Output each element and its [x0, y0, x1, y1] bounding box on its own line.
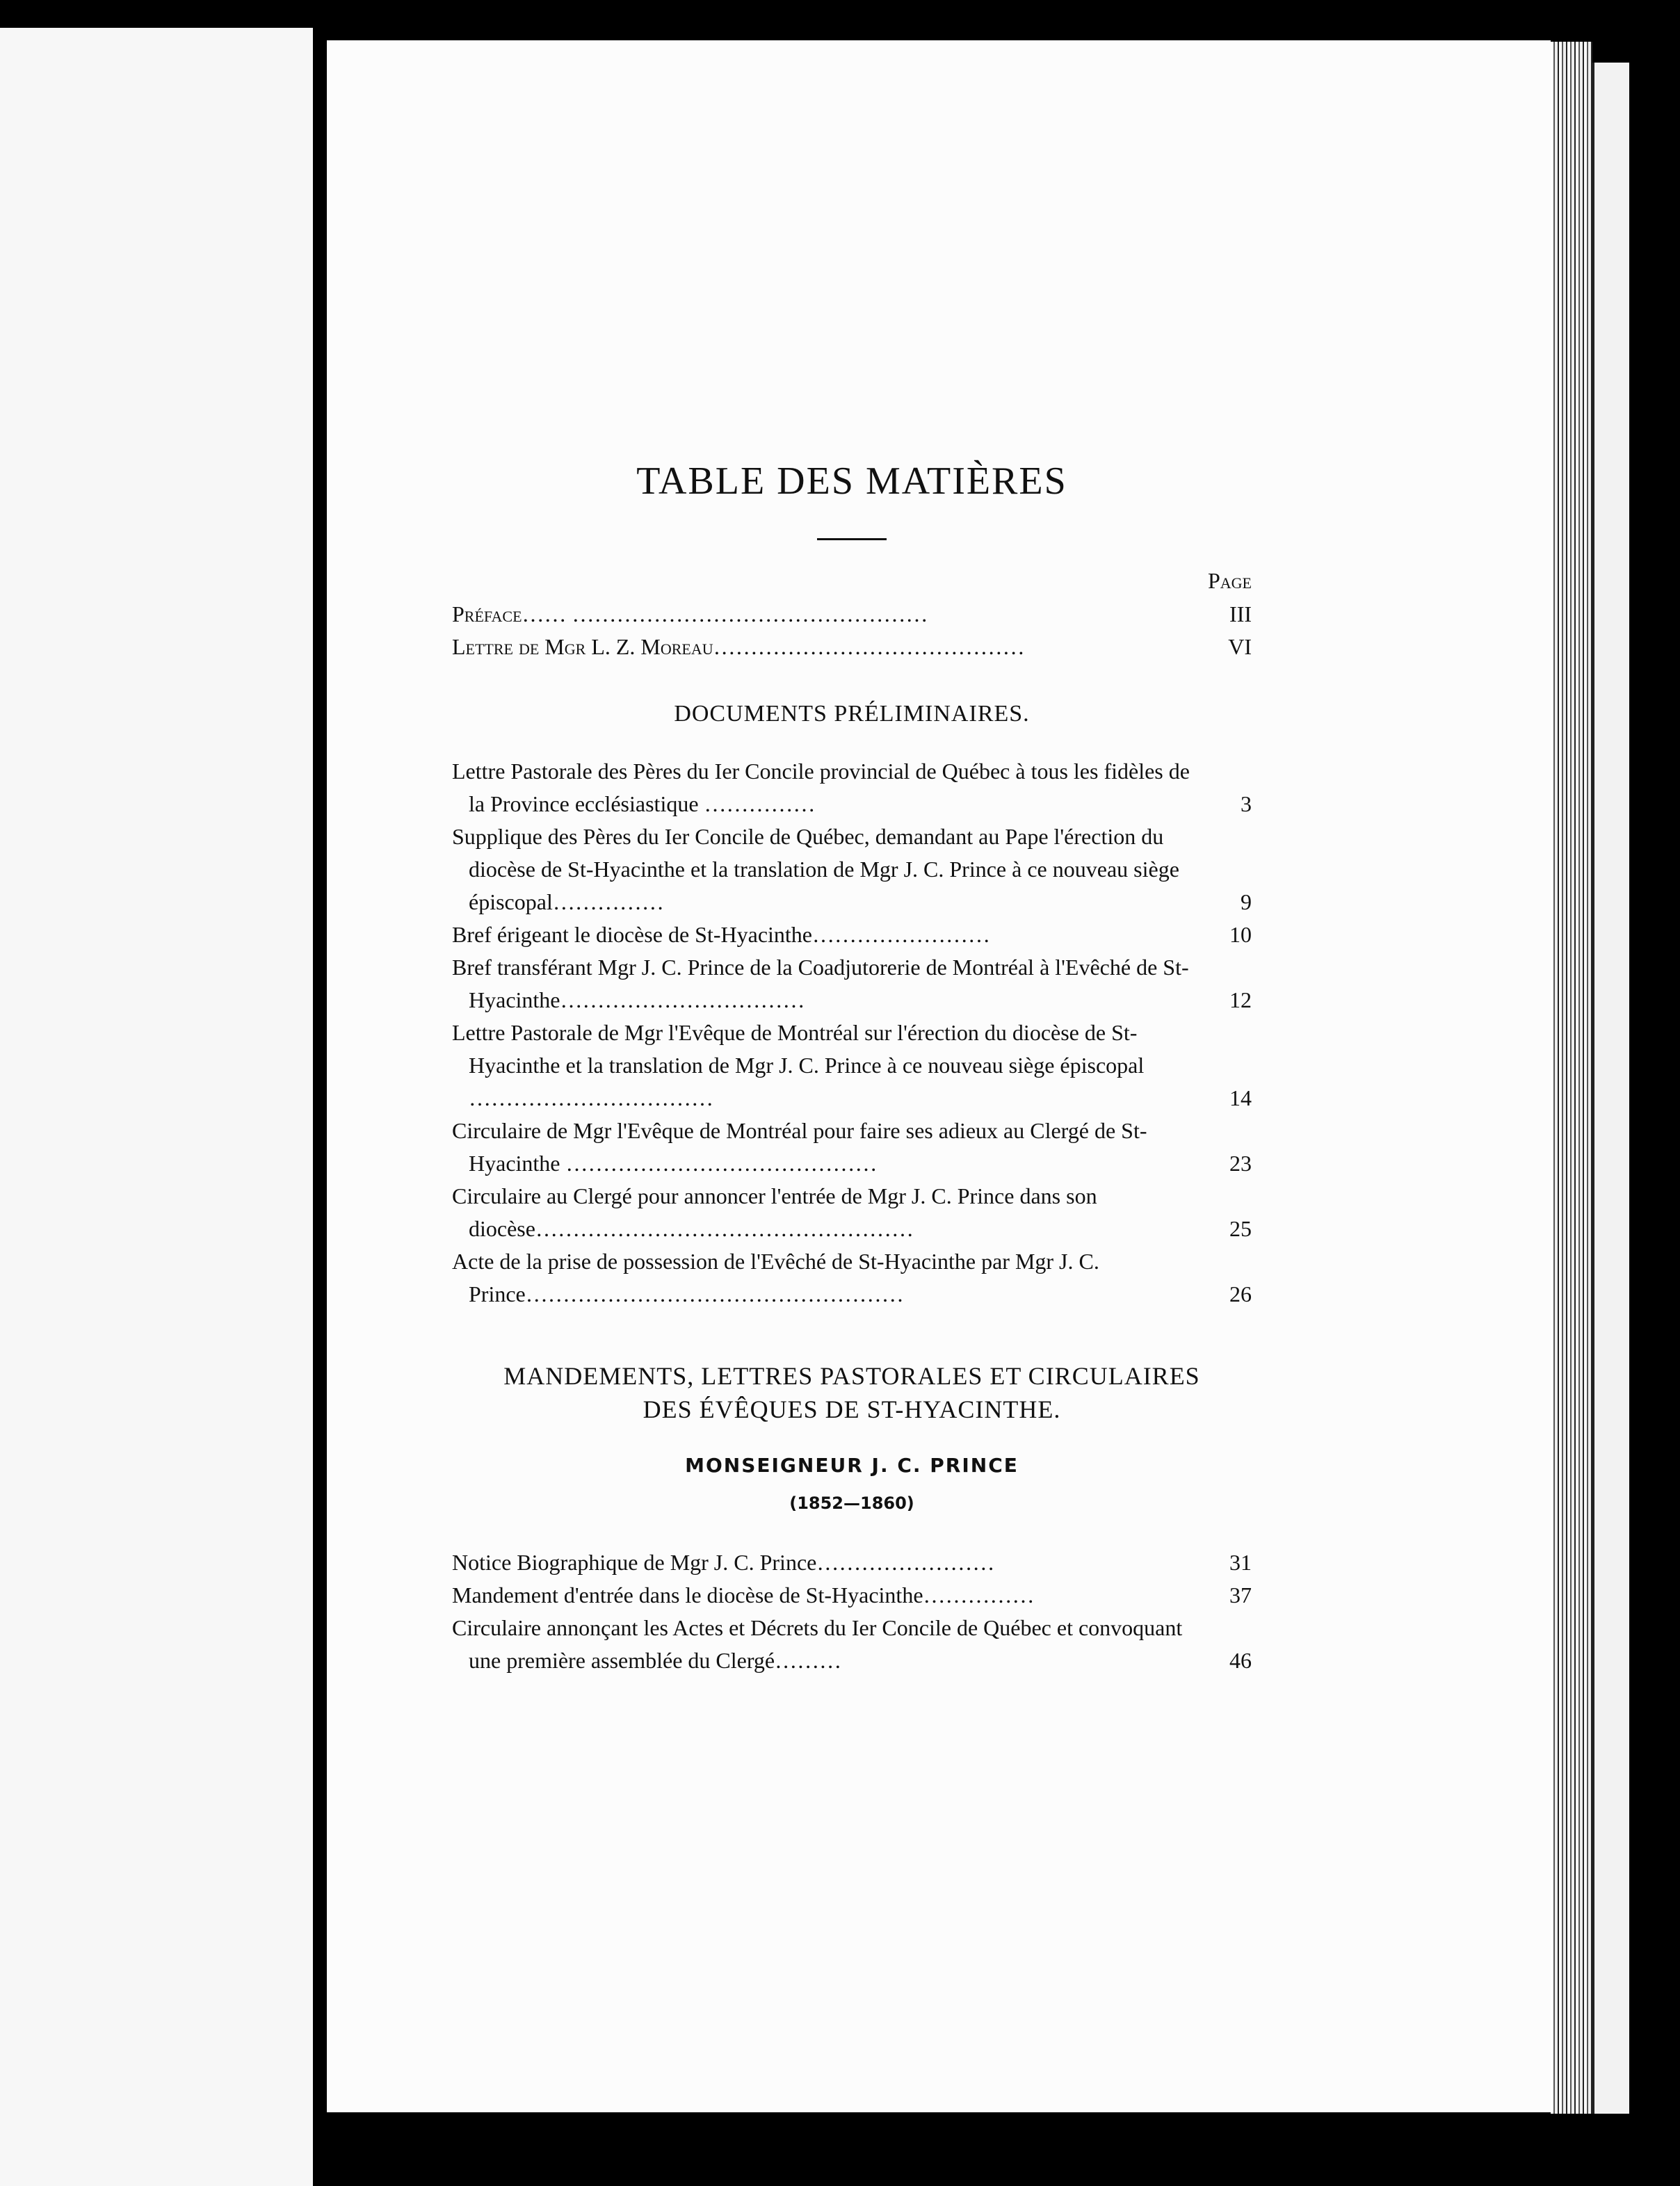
toc-entry: [452, 631, 1252, 663]
entry-text: Supplique des Pères du Ier Concile de Québec, demandant au Pape l'érection du diocèse de St-Hyacinthe et la translation de Mgr J. C. Prince à ce nouveau siège épiscopal……………: [452, 824, 1179, 914]
entry-page: 10: [1229, 922, 1252, 947]
entry-page: 46: [1229, 1648, 1252, 1673]
entry-page: VI: [1228, 634, 1252, 659]
toc-entry: [452, 1180, 1252, 1245]
gutter: [314, 28, 320, 2186]
entry-text: Préface…… …………………………………………: [452, 601, 928, 626]
entry-page: 9: [1241, 889, 1252, 914]
page-column-label: Page: [1207, 568, 1252, 593]
entry-text: Acte de la prise de possession de l'Evêché de St-Hyacinthe par Mgr J. C. Prince……………………………………………: [452, 1249, 1099, 1306]
entry-page: 23: [1229, 1151, 1252, 1176]
entry-text: Lettre Pastorale de Mgr l'Evêque de Montréal sur l'érection du diocèse de St-Hyacinthe et la translation de Mgr J. C. Prince à ce nouveau siège épiscopal ……………………………: [452, 1020, 1145, 1110]
toc-entry: [452, 1245, 1252, 1311]
toc-entry: [452, 951, 1252, 1017]
title-rule: [817, 538, 887, 540]
entry-text: Circulaire annonçant les Actes et Décrets du Ier Concile de Québec et convoquant une première assemblée du Clergé………: [452, 1615, 1183, 1673]
toc-entry: [452, 1579, 1252, 1612]
page-title: TABLE DES MATIÈRES: [636, 460, 1067, 503]
section-heading: [452, 1359, 1252, 1426]
entry-text: Notice Biographique de Mgr J. C. Prince……………………: [452, 1550, 995, 1575]
toc-entry: [452, 598, 1252, 631]
entry-page: III: [1229, 601, 1252, 626]
left-page: [0, 28, 313, 2186]
toc-entry: [452, 918, 1252, 951]
entry-text: Bref transférant Mgr J. C. Prince de la Coadjutorerie de Montréal à l'Evêché de St-Hyacinthe……………………………: [452, 955, 1189, 1012]
episcopate-dates: (1852—1860): [789, 1493, 914, 1513]
entry-page: 37: [1229, 1582, 1252, 1608]
section-heading: DOCUMENTS PRÉLIMINAIRES.: [674, 701, 1030, 727]
entry-page: 14: [1229, 1085, 1252, 1110]
page-edges: [1551, 42, 1592, 2114]
toc-entry: [452, 755, 1252, 820]
toc-entry: [452, 1115, 1252, 1180]
entry-page: 26: [1229, 1281, 1252, 1306]
entry-page: 3: [1241, 791, 1252, 816]
entry-text: Circulaire de Mgr l'Evêque de Montréal pour faire ses adieux au Clergé de St-Hyacinthe ……………………………………: [452, 1118, 1147, 1176]
entry-text: Lettre de Mgr L. Z. Moreau……………………………………: [452, 634, 1025, 659]
toc-entry: [452, 1546, 1252, 1579]
bishop-heading: MONSEIGNEUR J. C. PRINCE: [685, 1454, 1019, 1477]
entry-text: Bref érigeant le diocèse de St-Hyacinthe……………………: [452, 922, 990, 947]
toc-entry: [452, 1017, 1252, 1115]
entry-text: Lettre Pastorale des Pères du Ier Concile provincial de Québec à tous les fidèles de la Province ecclésiastique ……………: [452, 759, 1190, 816]
section-heading-line: MANDEMENTS, LETTRES PASTORALES ET CIRCULAIRES: [503, 1362, 1200, 1390]
toc-entry: [452, 820, 1252, 918]
page-edge-right: [1592, 63, 1629, 2114]
toc-content: [452, 459, 1252, 1677]
toc-entry: [452, 1612, 1252, 1677]
section-heading-line: DES ÉVÊQUES DE ST-HYACINTHE.: [643, 1395, 1061, 1423]
entry-page: 31: [1229, 1550, 1252, 1575]
entry-text: Mandement d'entrée dans le diocèse de St-Hyacinthe……………: [452, 1582, 1035, 1608]
entry-page: 25: [1229, 1216, 1252, 1241]
entry-page: 12: [1229, 987, 1252, 1012]
entry-text: Circulaire au Clergé pour annoncer l'entrée de Mgr J. C. Prince dans son diocèse……………………………………………: [452, 1183, 1097, 1241]
